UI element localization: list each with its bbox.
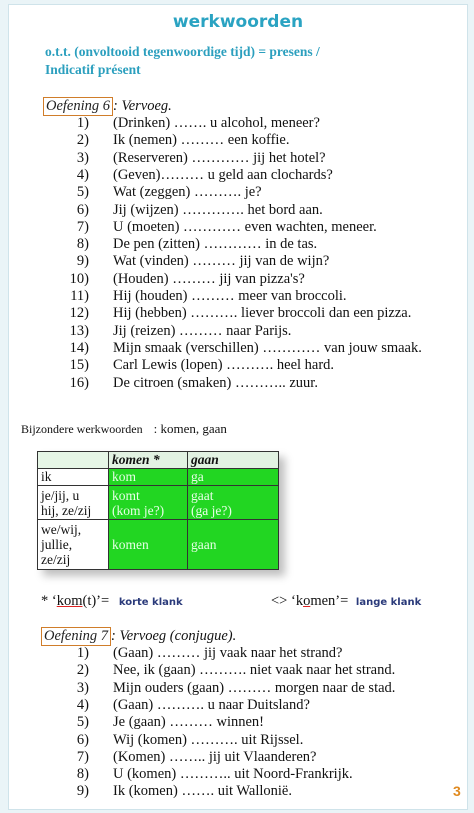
item-text: Nee, ik (gaan) ………. niet vaak naar het strand. (113, 662, 396, 679)
item-number: 14) (69, 339, 89, 356)
table-row (38, 520, 279, 570)
table-cell-pronoun: ik (38, 469, 109, 486)
table-cell-pronoun: je/jij, u hij, ze/zij (38, 486, 109, 520)
short-vowel-label: korte klank (118, 597, 183, 608)
table-cell-komen: komt (kom je?) (109, 486, 188, 520)
item-text: Mijn ouders (gaan) ……… morgen naar de stad. (113, 679, 396, 696)
table-header-cell: komen * (109, 452, 188, 469)
table-cell-pronoun: we/wij, jullie, ze/zij (38, 520, 109, 570)
item-text: (Reserveren) ………… jij het hotel? (113, 149, 326, 166)
item-text: Ik (nemen) ……… een koffie. (113, 132, 290, 149)
item-text: De citroen (smaken) ……….. zuur. (113, 374, 318, 391)
worksheet-page (8, 4, 468, 810)
item-text: (Komen) …….. jij uit Vlaanderen? (113, 748, 317, 765)
item-number: 5) (76, 184, 89, 201)
item-text: Wat (zeggen) ………. je? (113, 184, 262, 201)
table-row (38, 469, 279, 486)
item-number: 2) (76, 132, 89, 149)
item-number: 9) (76, 253, 89, 270)
item-number: 15) (69, 357, 89, 374)
item-number: 12) (69, 305, 89, 322)
item-text: Carl Lewis (lopen) ………. heel hard. (113, 357, 335, 374)
item-number: 6) (76, 201, 89, 218)
item-text: Jij (wijzen) …………. het bord aan. (113, 201, 323, 218)
item-text: (Gaan) ……… jij vaak naar het strand? (113, 645, 343, 661)
item-number: 10) (69, 270, 89, 287)
special-verbs-values: : komen, gaan (153, 421, 227, 436)
item-text: U (moeten) ………… even wachten, meneer. (113, 218, 377, 235)
item-text: Wij (komen) ………. uit Rijssel. (113, 731, 304, 748)
kom-underlined: kom (56, 593, 83, 609)
item-text: Ik (komen) ……. uit Wallonië. (113, 783, 292, 800)
page-number: 3 (453, 783, 461, 799)
exercise-6-header (43, 97, 172, 116)
item-text: (Drinken) ……. u alcohol, meneer? (113, 115, 320, 131)
item-text: U (komen) ……….. uit Noord-Frankrijk. (113, 766, 353, 783)
item-number: 6) (76, 731, 89, 748)
item-number: 13) (69, 322, 89, 339)
exercise-7-label: Oefening 7 (41, 627, 111, 646)
exercise-7-instruction: : Vervoeg (conjugue). (111, 628, 237, 644)
star-quote: * ‘ (41, 593, 57, 609)
item-number: 9) (76, 783, 89, 800)
item-text: (Gaan) ………. u naar Duitsland? (113, 696, 310, 713)
item-number: 16) (69, 374, 89, 391)
item-number: 8) (76, 236, 89, 253)
long-vowel-label: lange klank (355, 597, 422, 608)
item-number: 2) (76, 662, 89, 679)
item-number: 5) (76, 714, 89, 731)
item-number: 3) (76, 149, 89, 166)
exercise-6-instruction: : Vervoeg. (113, 98, 172, 114)
table-cell-gaan: ga (188, 469, 279, 486)
item-text: (Geven)……… u geld aan clochards? (113, 166, 333, 183)
table-header-cell: gaan (188, 452, 279, 469)
item-text: Hij (houden) ……… meer van broccoli. (113, 288, 347, 304)
conjugation-table (37, 451, 279, 570)
item-text: De pen (zitten) ………… in de tas. (113, 236, 318, 253)
komen-rest: men’= (310, 593, 349, 609)
item-number: 11) (70, 288, 89, 304)
item-text: Wat (vinden) ……… jij van de wijn? (113, 253, 330, 270)
item-text: (Houden) ……… jij van pizza's? (113, 270, 305, 287)
table-cell-gaan: gaat (ga je?) (188, 486, 279, 520)
exercise-7-header (41, 627, 236, 646)
compare-arrows: <> ‘ (271, 593, 296, 609)
komen-o-underlined: o (303, 593, 311, 609)
item-text: Mijn smaak (verschillen) ………… van jouw smaak. (113, 339, 422, 356)
page-title: werkwoorden (172, 12, 304, 32)
item-number: 1) (76, 645, 89, 661)
item-number: 7) (76, 218, 89, 235)
exercise-6-label: Oefening 6 (43, 97, 113, 116)
item-text: Je (gaan) ……… winnen! (113, 714, 264, 731)
item-number: 8) (76, 766, 89, 783)
subtitle-line-2: Indicatif présent (45, 62, 141, 77)
item-number: 7) (76, 748, 89, 765)
special-verbs-label: Bijzondere werkwoorden (21, 422, 143, 436)
item-number: 3) (76, 679, 89, 696)
item-text: Jij (reizen) ……… naar Parijs. (113, 322, 292, 339)
item-number: 4) (76, 696, 89, 713)
short-vowel-note (41, 593, 183, 610)
komen-k: k (295, 593, 304, 609)
table-header-cell (38, 452, 109, 469)
item-number: 1) (76, 115, 89, 131)
subtitle-line-1: o.t.t. (onvoltooid tegenwoordige tijd) = presens / (45, 44, 320, 59)
table-row (38, 486, 279, 520)
kom-suffix: (t)’= (82, 593, 110, 609)
table-cell-komen: kom (109, 469, 188, 486)
special-verbs-line (21, 421, 227, 437)
table-cell-gaan: gaan (188, 520, 279, 570)
table-header-row (38, 452, 279, 469)
item-number: 4) (76, 166, 89, 183)
item-text: Hij (hebben) ………. liever broccoli dan een pizza. (113, 305, 412, 322)
long-vowel-note (271, 593, 421, 610)
table-cell-komen: komen (109, 520, 188, 570)
